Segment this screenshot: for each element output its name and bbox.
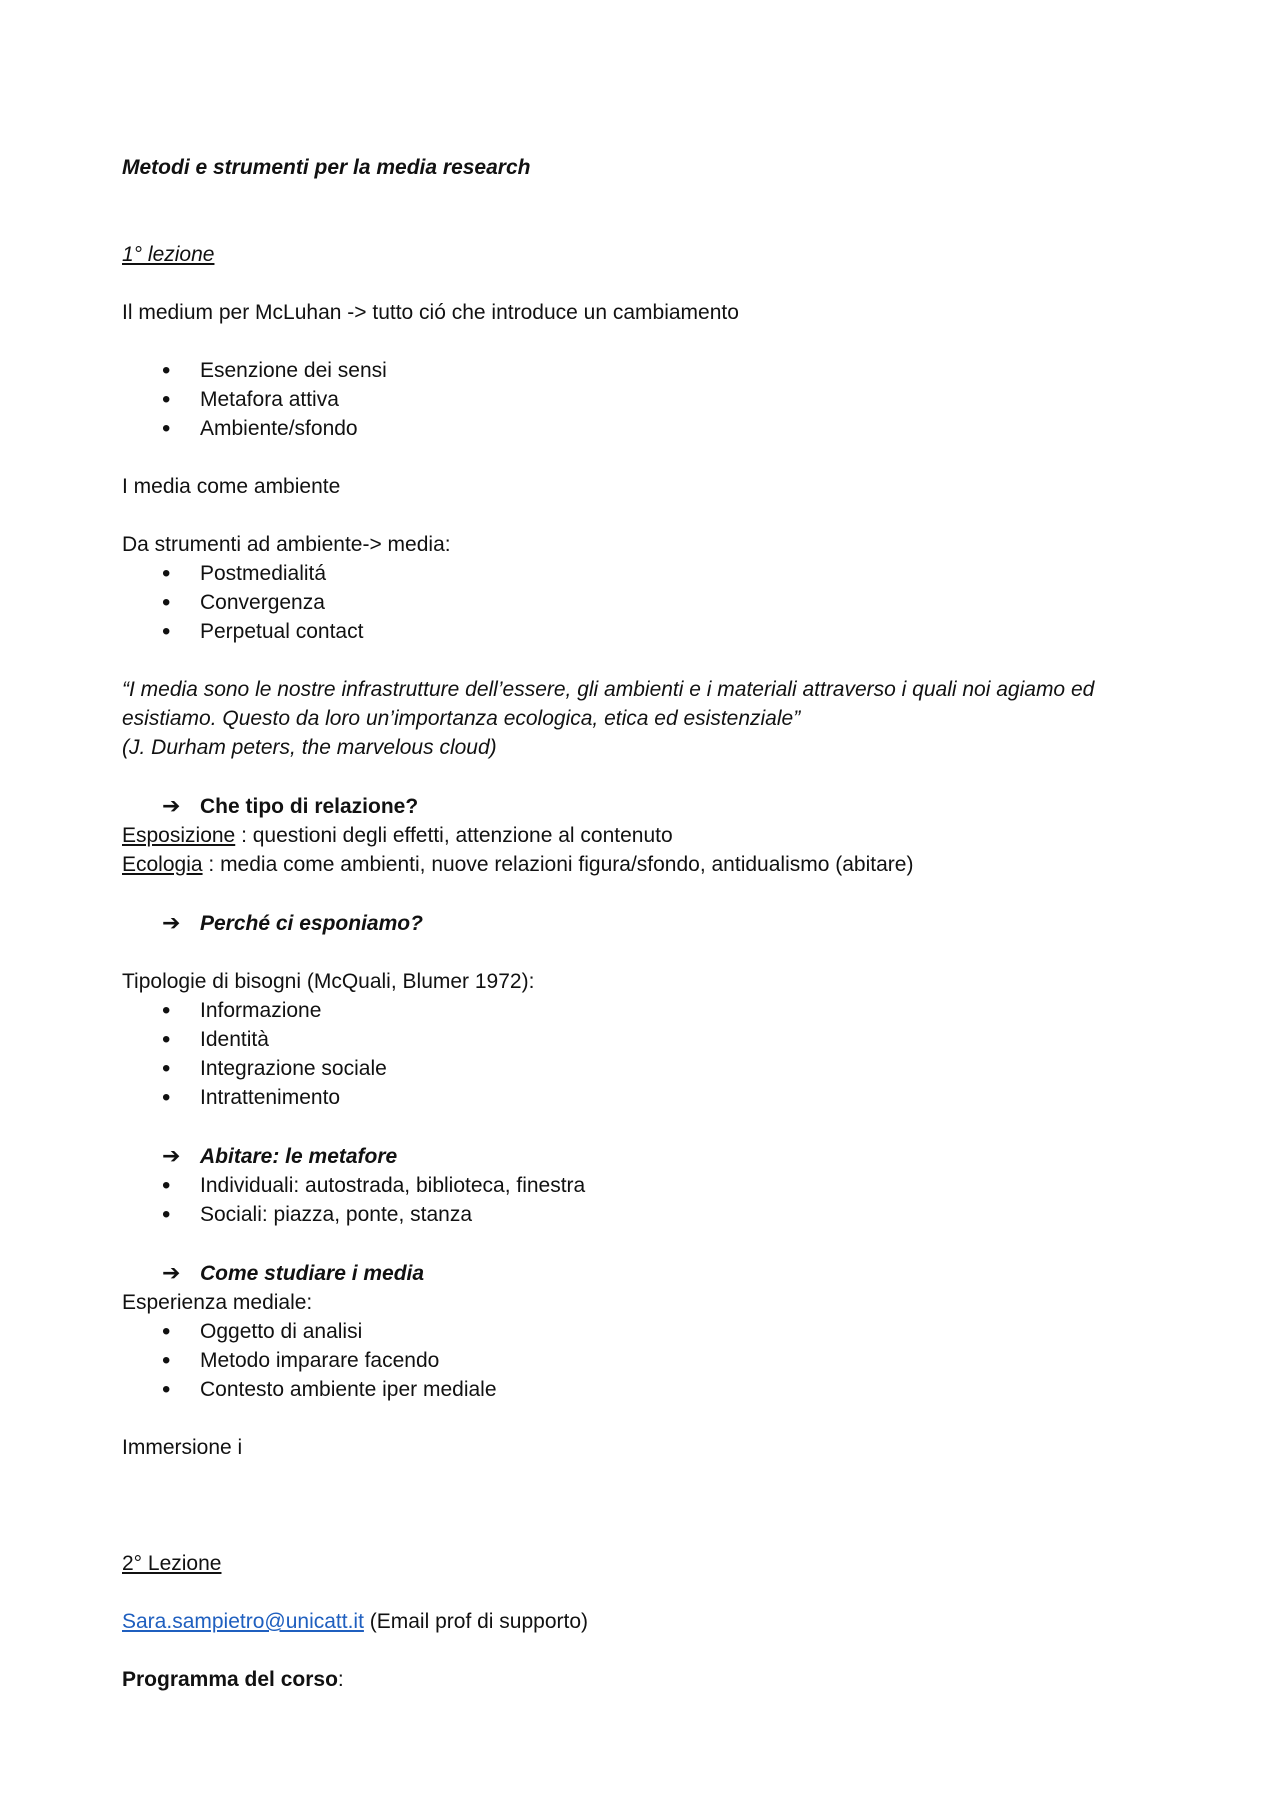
list-item: • Convergenza xyxy=(200,588,1180,617)
list-item: • Metodo imparare facendo xyxy=(200,1346,1180,1375)
list-item: • Intrattenimento xyxy=(200,1083,1180,1112)
email-line: Sara.sampietro@unicatt.it (Email prof di supporto) xyxy=(122,1610,589,1633)
programma-label: Programma del corso xyxy=(122,1668,338,1691)
list-item: • Postmedialitá xyxy=(200,559,1180,588)
arrow-right-icon: ➔ xyxy=(162,1260,181,1285)
esperienza-line: Esperienza mediale: xyxy=(122,1291,313,1314)
list-item: • Sociali: piazza, ponte, stanza xyxy=(200,1200,1180,1229)
list-item: • Informazione xyxy=(200,996,1180,1025)
lesson2-heading: 2° Lezione xyxy=(122,1552,222,1575)
relazione-heading: ➔ Che tipo di relazione? xyxy=(162,793,419,818)
list-item: • Ambiente/sfondo xyxy=(200,414,1180,443)
medium-bullet-list xyxy=(122,356,1180,443)
strumenti-line: Da strumenti ad ambiente-> media: xyxy=(122,533,451,556)
media-ambiente-line: I media come ambiente xyxy=(122,475,341,498)
quote: “I media sono le nostre infrastrutture dell’essere, gli ambienti e i materiali attraverso i quali noi agiamo ed esistiamo. Questo da loro un’importanza ecologica, etica ed esistenziale” xyxy=(122,678,1095,730)
strumenti-bullet-list xyxy=(122,559,1180,646)
list-item: • Individuali: autostrada, biblioteca, finestra xyxy=(200,1171,1180,1200)
list-item: • Contesto ambiente iper mediale xyxy=(200,1375,1180,1404)
list-item: • Oggetto di analisi xyxy=(200,1317,1180,1346)
list-item: • Esenzione dei sensi xyxy=(200,356,1180,385)
quote-source: (J. Durham peters, the marvelous cloud) xyxy=(122,736,497,759)
document-title: Metodi e strumenti per la media research xyxy=(122,156,531,179)
email-link[interactable]: Sara.sampietro@unicatt.it xyxy=(122,1610,364,1633)
bisogni-bullet-list xyxy=(122,996,1180,1112)
perche-heading: ➔ Perché ci esponiamo? xyxy=(162,910,423,935)
medium-line: Il medium per McLuhan -> tutto ció che introduce un cambiamento xyxy=(122,301,739,324)
arrow-right-icon: ➔ xyxy=(162,910,181,935)
arrow-right-icon: ➔ xyxy=(162,793,181,818)
abitare-bullet-list xyxy=(122,1171,1180,1229)
list-item: • Metafora attiva xyxy=(200,385,1180,414)
esperienza-bullet-list xyxy=(122,1317,1180,1404)
bisogni-line: Tipologie di bisogni (McQuali, Blumer 1972): xyxy=(122,970,535,993)
lesson1-heading: 1° lezione xyxy=(122,243,215,266)
list-item: • Integrazione sociale xyxy=(200,1054,1180,1083)
esposizione-line: Esposizione : questioni degli effetti, attenzione al contenuto xyxy=(122,824,673,847)
studiare-heading: ➔ Come studiare i media xyxy=(162,1260,425,1285)
abitare-heading: ➔ Abitare: le metafore xyxy=(162,1143,398,1168)
esposizione-label: Esposizione xyxy=(122,824,236,847)
ecologia-label: Ecologia xyxy=(122,853,203,876)
ecologia-line: Ecologia : media come ambienti, nuove relazioni figura/sfondo, antidualismo (abitare) xyxy=(122,853,914,876)
programma-line: Programma del corso: xyxy=(122,1668,344,1691)
list-item: • Identità xyxy=(200,1025,1180,1054)
list-item: • Perpetual contact xyxy=(200,617,1180,646)
arrow-right-icon: ➔ xyxy=(162,1143,181,1168)
immersione-line: Immersione i xyxy=(122,1436,243,1459)
